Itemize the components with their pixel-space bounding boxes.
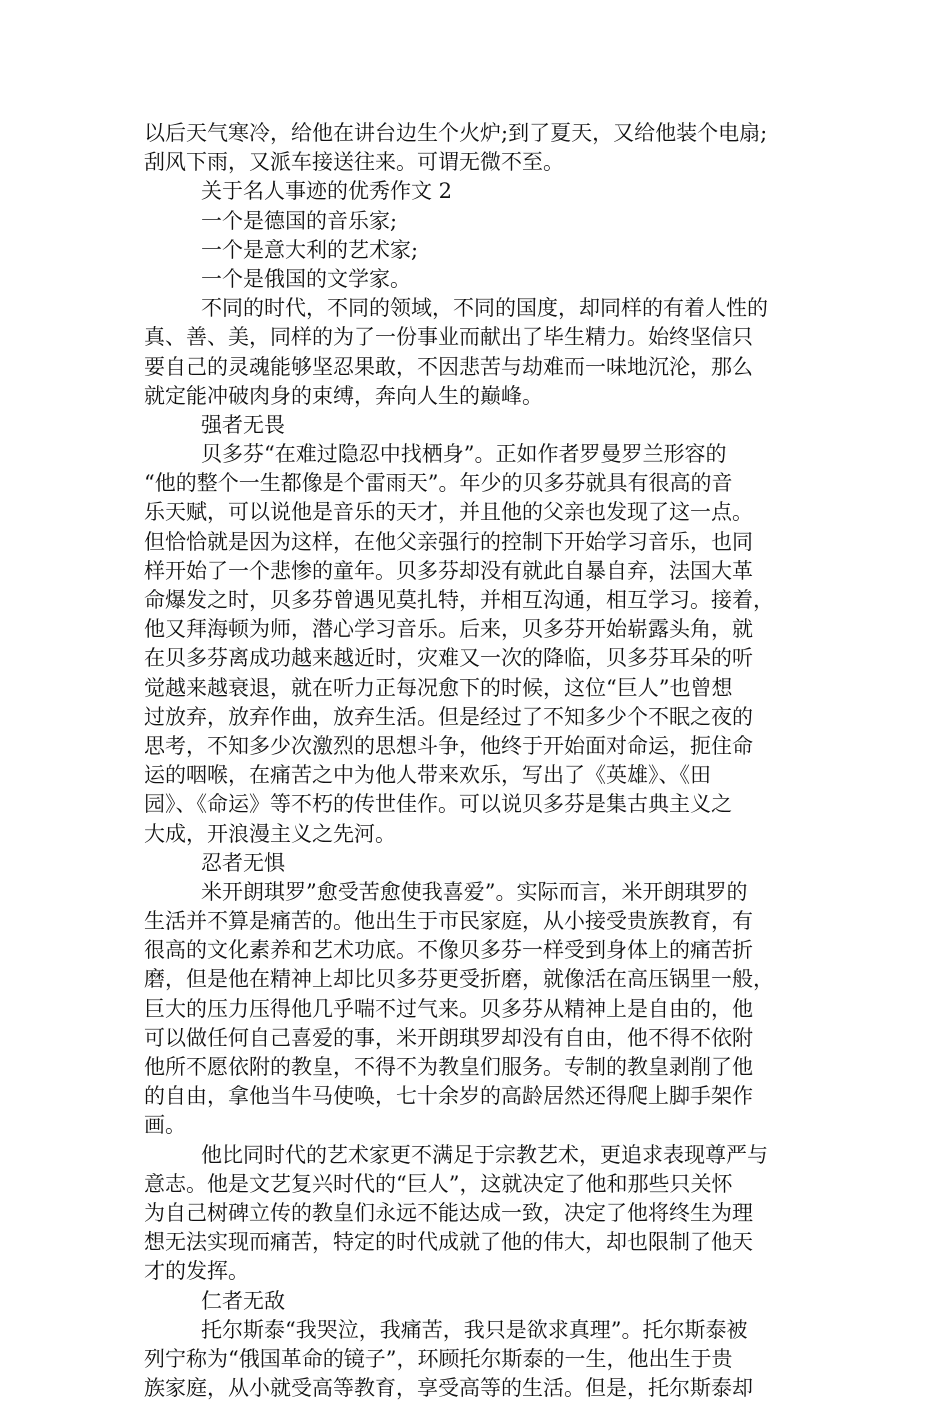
text-line: 乐天赋，可以说他是音乐的天才，并且他的父亲也发现了这一点。 (144, 500, 753, 525)
text-line: 很高的文化素养和艺术功底。不像贝多芬一样受到身体上的痛苦折 (144, 938, 753, 963)
text-line: 生活并不算是痛苦的。他出生于市民家庭，从小接受贵族教育，有 (144, 909, 753, 934)
text-line: 想无法实现而痛苦，特定的时代成就了他的伟大，却也限制了他天 (144, 1230, 753, 1255)
text-line: 真、善、美，同样的为了一份事业而献出了毕生精力。始终坚信只 (144, 325, 753, 350)
text-line: 一个是意大利的艺术家; (201, 237, 419, 262)
text-line: 才的发挥。 (144, 1259, 249, 1284)
text-line: 园》、《命运》等不朽的传世佳作。可以说贝多芬是集古典主义之 (144, 792, 732, 817)
text-line: 他又拜海顿为师，潜心学习音乐。后来，贝多芬开始崭露头角，就 (144, 617, 753, 642)
text-line: 为自己树碑立传的教皇们永远不能达成一致，决定了他将终生为理 (144, 1200, 753, 1225)
document-page (144, 119, 824, 1403)
text-line: 但恰恰就是因为这样，在他父亲强行的控制下开始学习音乐，也同 (144, 529, 753, 554)
text-line: 以后天气寒冷，给他在讲台边生个火炉;到了夏天，又给他装个电扇; (144, 121, 768, 145)
text-line: 就定能冲破肉身的束缚，奔向人生的巅峰。 (144, 383, 543, 408)
text-line: 不同的时代，不同的领域，不同的国度，却同样的有着人性的 (201, 296, 768, 321)
text-line: 他比同时代的艺术家更不满足于宗教艺术，更追求表现尊严与 (201, 1142, 768, 1167)
text-line: 磨，但是他在精神上却比贝多芬更受折磨，就像活在高压锅里一般， (144, 967, 774, 992)
text-line: 贝多芬“在难过隐忍中找栖身”。正如作者罗曼罗兰形容的 (201, 442, 727, 467)
text-line: 忍者无惧 (201, 850, 285, 875)
text-line: 要自己的灵魂能够坚忍果敢，不因悲苦与劫难而一味地沉沦，那么 (144, 354, 753, 379)
text-line: 列宁称为“俄国革命的镜子”，环顾托尔斯泰的一生，他出生于贵 (144, 1346, 733, 1371)
text-line: 意志。他是文艺复兴时代的“巨人”，这就决定了他和那些只关怀 (144, 1171, 733, 1196)
text-line: 在贝多芬离成功越来越近时，灾难又一次的降临，贝多芬耳朵的听 (144, 646, 753, 671)
text-line: 样开始了一个悲惨的童年。贝多芬却没有就此自暴自弃，法国大革 (144, 558, 753, 583)
text-line: 画。 (144, 1113, 186, 1138)
text-line: 觉越来越衰退，就在听力正每况愈下的时候，这位“巨人”也曾想 (144, 675, 733, 700)
text-line: 思考，不知多少次激烈的思想斗争，他终于开始面对命运，扼住命 (144, 733, 753, 758)
text-line: 的自由，拿他当牛马使唤，七十余岁的高龄居然还得爬上脚手架作 (144, 1084, 753, 1109)
text-line: 关于名人事迹的优秀作文 2 (201, 179, 453, 204)
text-line: 仁者无敌 (201, 1288, 285, 1313)
text-line: 运的咽喉，在痛苦之中为他人带来欢乐，写出了《英雄》、《田 (144, 763, 711, 788)
text-line: 刮风下雨，又派车接送往来。可谓无微不至。 (144, 150, 564, 175)
text-line: 过放弃，放弃作曲，放弃生活。但是经过了不知多少个不眠之夜的 (144, 704, 753, 729)
text-line: 命爆发之时，贝多芬曾遇见莫扎特，并相互沟通，相互学习。接着， (144, 588, 774, 612)
text-line: 强者无畏 (201, 412, 285, 437)
text-line: “他的整个一生都像是个雷雨天”。年少的贝多芬就具有很高的音 (144, 471, 733, 496)
text-line: 族家庭，从小就受高等教育，享受高等的生活。但是，托尔斯泰却 (144, 1376, 753, 1401)
text-line: 他所不愿依附的教皇，不得不为教皇们服务。专制的教皇剥削了他 (144, 1055, 753, 1079)
text-line: 米开朗琪罗”愈受苦愈使我喜爱”。实际而言，米开朗琪罗的 (201, 879, 748, 904)
text-line: 可以做任何自己喜爱的事，米开朗琪罗却没有自由，他不得不依附 (144, 1025, 753, 1050)
text-line: 一个是德国的音乐家; (201, 208, 398, 233)
text-line: 大成，开浪漫主义之先河。 (144, 821, 396, 846)
text-line: 托尔斯泰“我哭泣，我痛苦，我只是欲求真理”。托尔斯泰被 (201, 1317, 748, 1342)
text-line: 一个是俄国的文学家。 (201, 266, 411, 291)
text-line: 巨大的压力压得他几乎喘不过气来。贝多芬从精神上是自由的，他 (144, 996, 753, 1021)
